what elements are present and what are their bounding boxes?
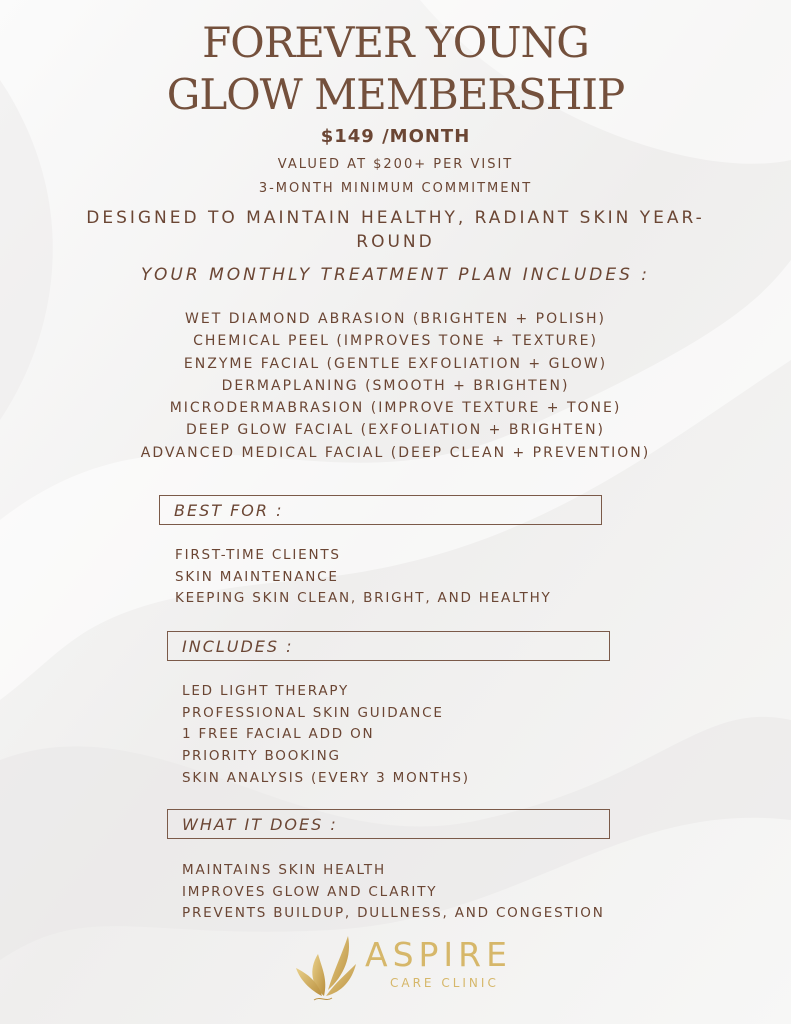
treatment-item: ENZYME FACIAL (GENTLE EXFOLIATION + GLOW) — [183, 355, 608, 372]
best-for-heading: BEST FOR : — [159, 495, 602, 525]
treatment-item: DERMAPLANING (SMOOTH + BRIGHTEN) — [221, 377, 570, 394]
treatment-item: WET DIAMOND ABRASION (BRIGHTEN + POLISH) — [185, 311, 606, 327]
list-item: SKIN ANALYSIS (EVERY 3 MONTHS) — [182, 769, 470, 786]
treatment-list — [0, 308, 791, 464]
designed-statement: DESIGNED TO MAINTAIN HEALTHY, RADIANT SKIN YEAR-ROUND — [86, 208, 705, 252]
list-item: LED LIGHT THERAPY — [182, 683, 350, 699]
leaf-logo-icon — [290, 930, 362, 1005]
commitment: 3-MONTH MINIMUM COMMITMENT — [258, 181, 533, 196]
plan-heading: YOUR MONTHLY TREATMENT PLAN INCLUDES : — [140, 265, 651, 285]
treatment-item: ADVANCED MEDICAL FACIAL (DEEP CLEAN + PREVENTION) — [140, 444, 651, 461]
treatment-item: MICRODERMABRASION (IMPROVE TEXTURE + TONE) — [169, 400, 622, 417]
list-item: PROFESSIONAL SKIN GUIDANCE — [182, 704, 444, 721]
list-item: IMPROVES GLOW AND CLARITY — [182, 883, 438, 900]
list-item: KEEPING SKIN CLEAN, BRIGHT, AND HEALTHY — [175, 590, 552, 607]
list-item: MAINTAINS SKIN HEALTH — [182, 862, 386, 878]
includes-list — [182, 681, 470, 790]
best-for-list — [175, 545, 552, 610]
logo-subtitle: CARE CLINIC — [390, 976, 499, 990]
what-it-does-heading: WHAT IT DOES : — [167, 809, 610, 839]
list-item: PRIORITY BOOKING — [182, 748, 341, 765]
includes-heading: INCLUDES : — [167, 631, 610, 661]
treatment-item: CHEMICAL PEEL (IMPROVES TONE + TEXTURE) — [193, 333, 598, 350]
clinic-logo — [290, 930, 550, 1005]
title-line-2: GLOW MEMBERSHIP — [166, 70, 625, 119]
list-item: SKIN MAINTENANCE — [175, 568, 339, 585]
treatment-item: DEEP GLOW FACIAL (EXFOLIATION + BRIGHTEN) — [185, 422, 606, 439]
logo-name: ASPIRE — [365, 935, 512, 974]
price: $149 /MONTH — [320, 126, 471, 147]
list-item: PREVENTS BUILDUP, DULLNESS, AND CONGESTION — [182, 905, 605, 922]
list-item: FIRST-TIME CLIENTS — [175, 547, 341, 563]
valued-at: VALUED AT $200+ PER VISIT — [277, 157, 514, 172]
list-item: 1 FREE FACIAL ADD ON — [182, 726, 375, 743]
title-line-1: FOREVER YOUNG — [202, 18, 589, 67]
what-it-does-list — [182, 860, 605, 925]
